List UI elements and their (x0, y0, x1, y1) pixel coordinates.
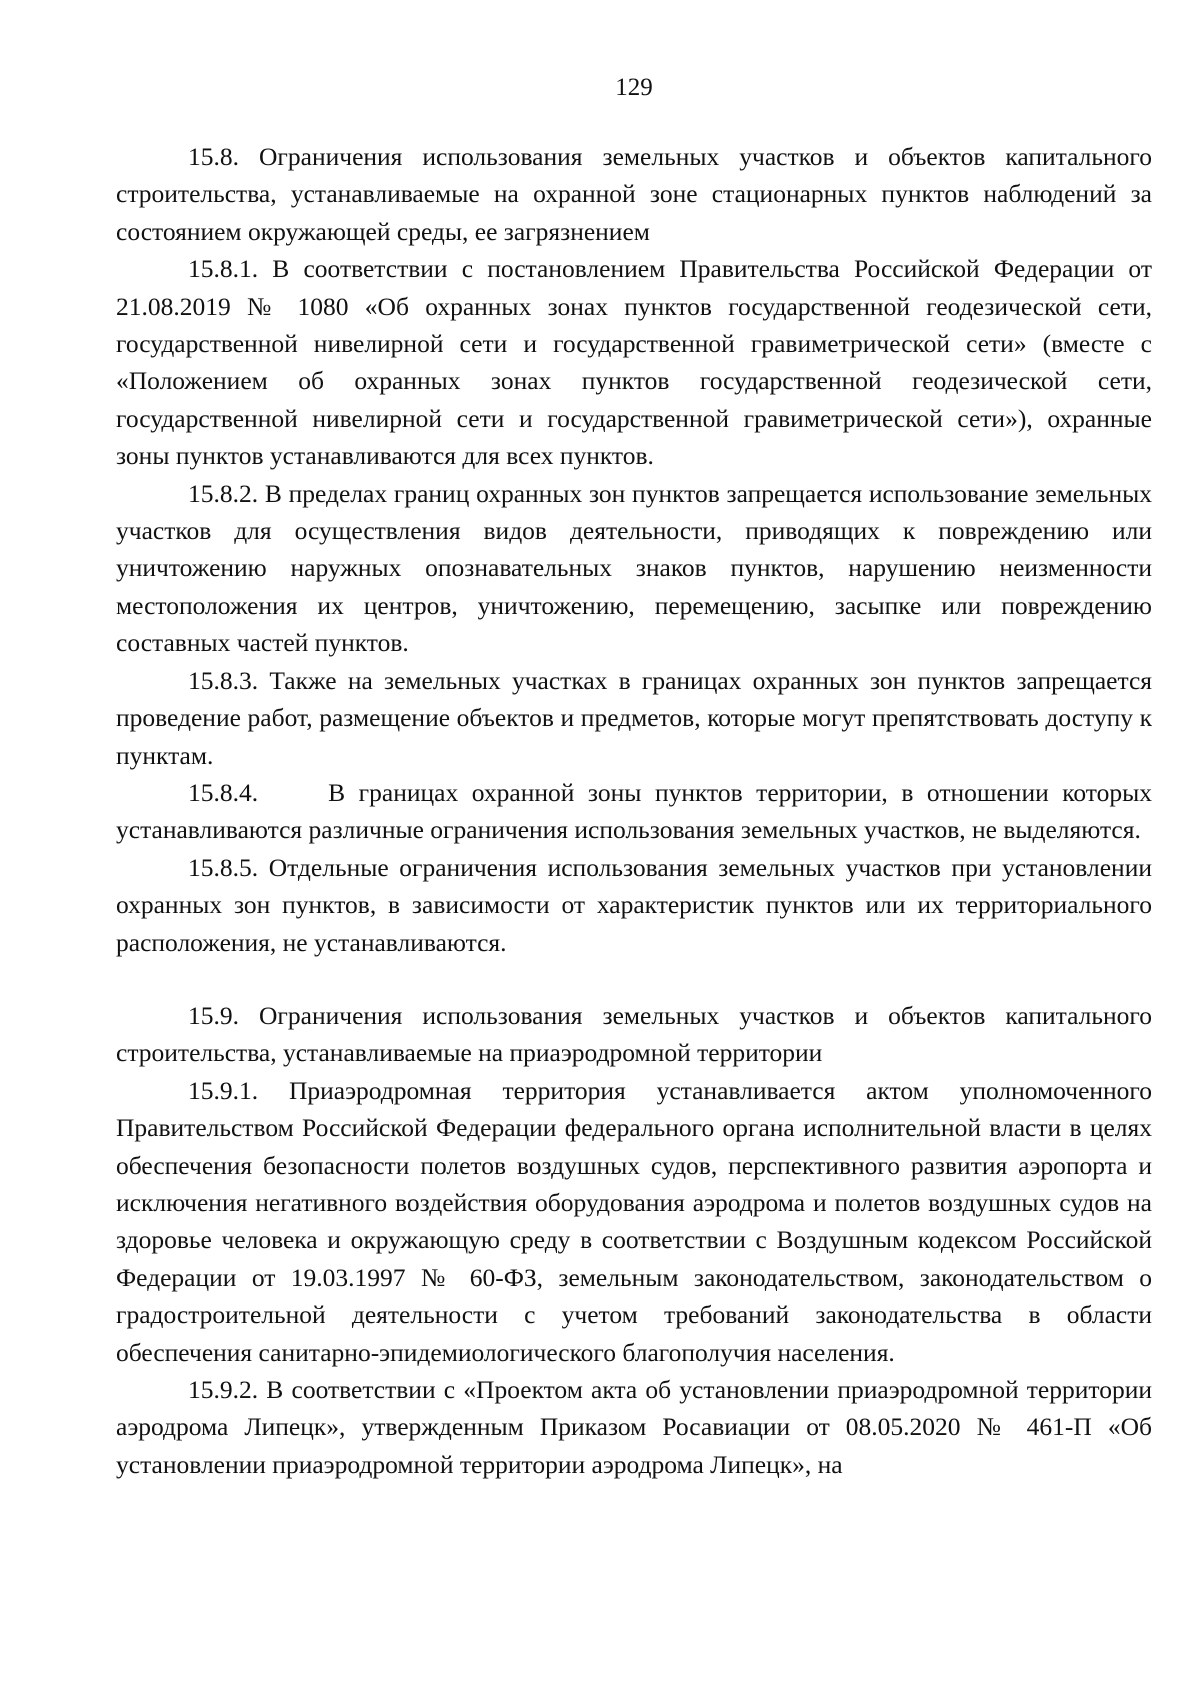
paragraph-15-8-2: 15.8.2. В пределах границ охранных зон пунктов запрещается использование земельных участков для осуществления видов деятельности, приводящих к повреждению или уничтожению наружных опознавательных знаков пунктов, нарушению неизменности местоположения их центров, уничтожению, перемещению, засыпке или повреждению составных частей пунктов. (116, 478, 1152, 658)
paragraph-15-8-4-text: В границах охранной зоны пунктов территории, в отношении которых устанавливаются различные ограничения использования земельных участков, не выделяются. (116, 777, 1152, 845)
section-spacer (116, 961, 1152, 997)
document-body (116, 138, 1152, 1483)
paragraph-15-8-3: 15.8.3. Также на земельных участках в границах охранных зон пунктов запрещается проведение работ, размещение объектов и предметов, которые могут препятствовать доступу к пунктам. (116, 665, 1152, 770)
paragraph-15-8-4-number: 15.8.4. (188, 777, 259, 807)
section-15-9-heading: 15.9. Ограничения использования земельных участков и объектов капитального строительства, устанавливаемые на приаэродромной территории (116, 1000, 1152, 1068)
paragraph-15-9-2: 15.9.2. В соответствии с «Проектом акта об установлении приаэродромной территории аэродрома Липецк», утвержденным Приказом Росавиации от 08.05.2020 № 461-П «Об установлении приаэродромной территории аэродрома Липецк», на (116, 1375, 1152, 1479)
section-15-8-heading: 15.8. Ограничения использования земельных участков и объектов капитального строительства, устанавливаемые на охранной зоне стационарных пунктов наблюдений за состоянием окружающей среды, ее загрязнением (116, 142, 1152, 246)
paragraph-15-8-1: 15.8.1. В соответствии с постановлением Правительства Российской Федерации от 21.08.2019 № 1080 «Об охранных зонах пунктов государственной геодезической сети, государственной нивелирной сети и государственной гравиметрической сети» (вместе с «Положением об охранных зонах пунктов государственной геодезической сети, государственной нивелирной сети и государственной гравиметрической сети»), охранные зоны пунктов устанавливаются для всех пунктов. (116, 254, 1152, 471)
paragraph-15-8-5: 15.8.5. Отдельные ограничения использования земельных участков при установлении охранных зон пунктов, в зависимости от характеристик пунктов или их территориального расположения, не устанавливаются. (116, 852, 1152, 957)
paragraph-15-9-1: 15.9.1. Приаэродромная территория устанавливается актом уполномоченного Правительством Российской Федерации федерального органа исполнительной власти в целях обеспечения безопасности полетов воздушных судов, перспективного развития аэропорта и исключения негативного воздействия оборудования аэродрома и полетов воздушных судов на здоровье человека и окружающую среду в соответствии с Воздушным кодексом Российской Федерации от 19.03.1997 № 60-ФЗ, земельным законодательством, законодательством о градостроительной деятельности с учетом требований законодательства в области обеспечения санитарно-эпидемиологического благополучия населения. (116, 1075, 1152, 1367)
page-number: 129 (615, 74, 653, 101)
paragraph-15-8-4 (116, 774, 1152, 849)
